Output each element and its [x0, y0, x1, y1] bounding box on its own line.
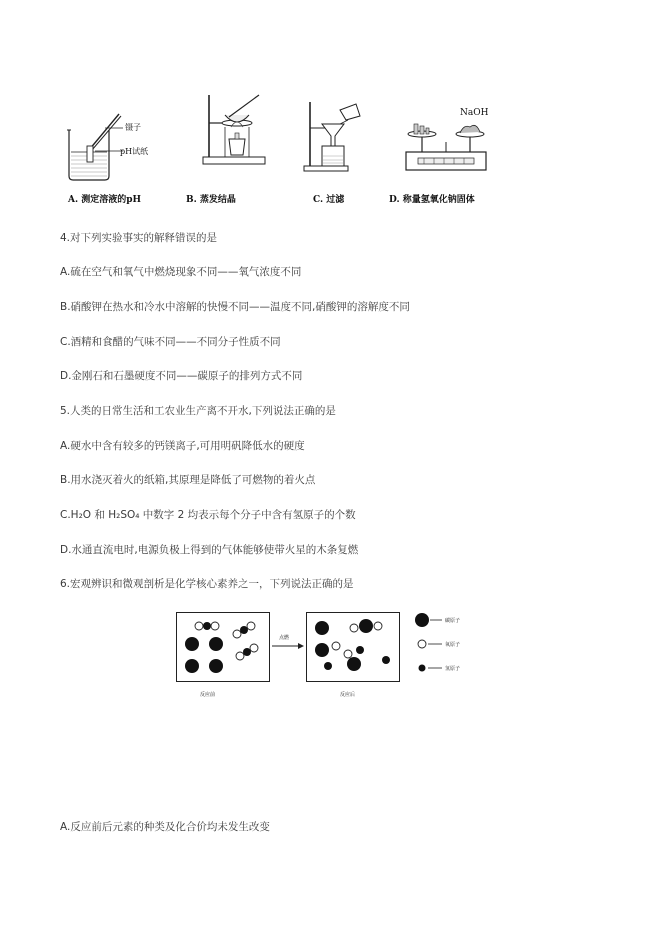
after-label: 反应后 — [340, 692, 356, 698]
legend-hydrogen: 氢原子 — [445, 666, 461, 672]
q4-option-d: D.金刚石和石墨硬度不同——碳原子的排列方式不同 — [60, 370, 303, 382]
q6-stem: 6.宏观辨识和微观剖析是化学核心素养之一，下列说法正确的是 — [60, 578, 354, 590]
q4-option-a: A.硫在空气和氧气中燃烧现象不同——氧气浓度不同 — [60, 266, 302, 278]
balance-weighing-diagram — [398, 118, 493, 176]
caption-b: B. 蒸发结晶 — [186, 195, 236, 205]
reaction-arrow — [271, 640, 305, 650]
filtration-setup-diagram — [300, 100, 370, 176]
label-tweezers: 镊子 — [125, 123, 141, 132]
caption-c: C. 过滤 — [313, 195, 345, 205]
q5-option-d: D.水通直流电时,电源负极上得到的气体能够使带火星的木条复燃 — [60, 544, 359, 556]
caption-d: D. 称量氢氧化钠固体 — [389, 195, 475, 205]
reactants-box — [176, 612, 270, 682]
q5-option-a: A.硬水中含有较多的钙镁离子,可用明矾降低水的硬度 — [60, 440, 305, 452]
evaporation-setup-diagram — [195, 93, 270, 171]
arrow-label: 点燃 — [279, 635, 290, 641]
products-box — [306, 612, 400, 682]
q4-option-c: C.酒精和食醋的气味不同——不同分子性质不同 — [60, 336, 281, 348]
label-naoh: NaOH — [460, 108, 489, 118]
before-label: 反应前 — [200, 692, 216, 698]
q5-option-b: B.用水浇灭着火的纸箱,其原理是降低了可燃物的着火点 — [60, 474, 316, 486]
q4-option-b: B.硝酸钾在热水和冷水中溶解的快慢不同——温度不同,硝酸钾的溶解度不同 — [60, 301, 410, 313]
legend-symbols — [414, 612, 444, 674]
caption-a: A. 测定溶液的pH — [68, 195, 142, 205]
q6-option-a: A.反应前后元素的种类及化合价均未发生改变 — [60, 821, 270, 833]
legend-carbon: 碳原子 — [445, 618, 461, 624]
legend-oxygen: 氧原子 — [445, 642, 461, 648]
q4-stem: 4.对下列实验事实的解释错误的是 — [60, 232, 218, 244]
label-ph-paper: pH试纸 — [120, 147, 149, 156]
q5-option-c: C.H₂O 和 H₂SO₄ 中数字 2 均表示每个分子中含有氢原子的个数 — [60, 509, 356, 521]
q5-stem: 5.人类的日常生活和工农业生产离不开水,下列说法正确的是 — [60, 405, 336, 417]
